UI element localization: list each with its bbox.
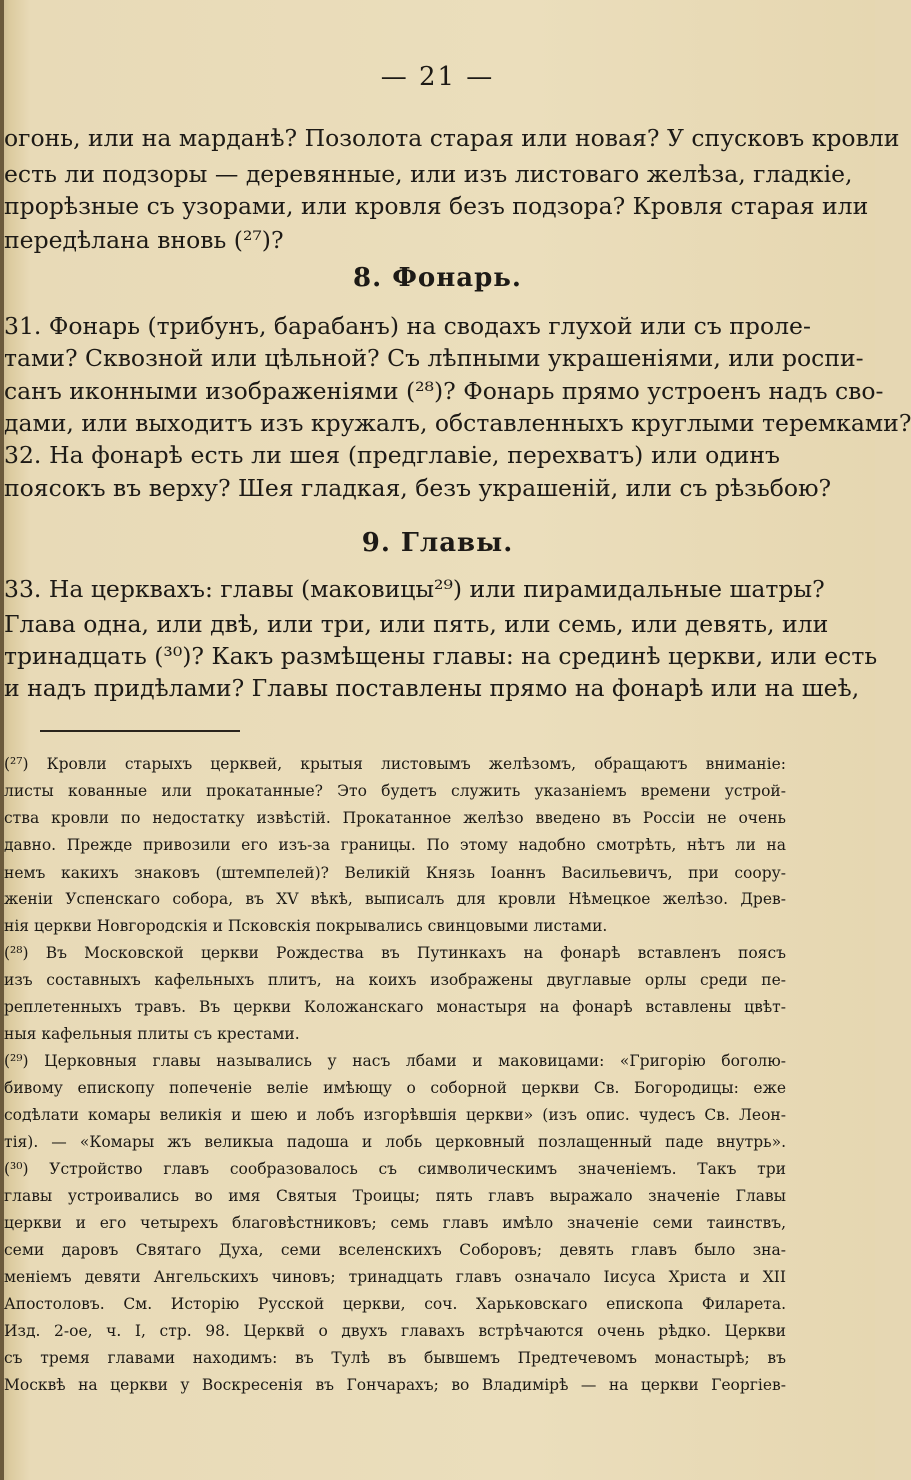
footnote-line: церкви и его четырехъ благовѣстниковъ; семь главъ имѣло значеніе семи таинствъ, xyxy=(4,1214,786,1232)
footnote-line: давно. Прежде привозили его изъ-за границы. По этому надобно смотрѣть, нѣтъ ли на xyxy=(4,836,786,854)
footnote-line: семи даровъ Святаго Духа, семи вселенскихъ Соборовъ; девять главъ было зна- xyxy=(4,1241,786,1259)
footnote-line: (³⁰) Устройство главъ сообразовалось съ символическимъ значеніемъ. Такъ три xyxy=(4,1160,786,1178)
section-heading-lantern: 8. Фонарь. xyxy=(353,263,522,293)
text-line: дами, или выходитъ изъ кружалъ, обставленныхъ круглыми теремками? xyxy=(4,409,911,437)
footnote-line: (²⁹) Церковныя главы назывались у насъ лбами и маковицами: «Григорію боголю- xyxy=(4,1052,786,1070)
footnote-line: съ тремя главами находимъ: въ Тулѣ въ бывшемъ Предтечевомъ монастырѣ; въ xyxy=(4,1349,786,1367)
text-line: огонь, или на марданѣ? Позолота старая или новая? У спусковъ кровли xyxy=(4,124,900,152)
footnote-line: Москвѣ на церкви у Воскресенія въ Гончарахъ; во Владимірѣ — на церкви Георгіев- xyxy=(4,1376,786,1394)
footnote-line: меніемъ девяти Ангельскихъ чиновъ; тринадцать главъ означало Іисуса Христа и XII xyxy=(4,1268,786,1286)
text-line: Глава одна, или двѣ, или три, или пять, или семь, или девять, или xyxy=(4,610,829,638)
text-line: санъ иконными изображеніями (²⁸)? Фонарь прямо устроенъ надъ сво- xyxy=(4,377,884,405)
footnote-line: (²⁸) Въ Московской церкви Рождества въ Путинкахъ на фонарѣ вставленъ поясъ xyxy=(4,944,786,962)
footnote-line: реплетенныхъ травъ. Въ церкви Коложанскаго монастыря на фонарѣ вставлены цвѣт- xyxy=(4,998,786,1016)
section-heading-domes: 9. Главы. xyxy=(361,528,514,558)
text-line: 31. Фонарь (трибунъ, барабанъ) на сводахъ глухой или съ проле- xyxy=(4,312,811,340)
footnote-separator xyxy=(40,730,240,732)
footnote-line: Изд. 2-ое, ч. I, стр. 98. Церквй о двухъ главахъ встрѣчаются очень рѣдко. Церкви xyxy=(4,1322,786,1340)
footnote-line: ства кровли по недостатку извѣстій. Прокатанное желѣзо введено въ Россіи не очень xyxy=(4,809,786,827)
footnote-line: женіи Успенскаго собора, въ XV вѣкѣ, выписалъ для кровли Нѣмецкое желѣзо. Древ- xyxy=(4,890,786,908)
footnote-line: листы кованные или прокатанные? Это будетъ служить указаніемъ времени устрой- xyxy=(4,782,786,800)
text-line: 33. На церквахъ: главы (маковицы²⁹) или пирамидальные шатры? xyxy=(4,575,825,603)
footnote-line: нія церкви Новгородскія и Псковскія покрывались свинцовыми листами. xyxy=(4,917,608,935)
text-line: есть ли подзоры — деревянные, или изъ листоваго желѣза, гладкіе, xyxy=(4,160,853,188)
footnote-line: тія). — «Комары жъ великыа падоша и лобь церковный позлащенный паде внутрь». xyxy=(4,1133,786,1151)
footnote-line: бивому епископу попеченіе веліе имѣющу о соборной церкви Св. Богородицы: еже xyxy=(4,1079,786,1097)
footnote-line: (²⁷) Кровли старыхъ церквей, крытыя листовымъ желѣзомъ, обращаютъ вниманіе: xyxy=(4,755,786,773)
page-number: — 21 — xyxy=(380,62,495,92)
text-line: и надъ придѣлами? Главы поставлены прямо на фонарѣ или на шеѣ, xyxy=(4,674,860,702)
text-line: передѣлана вновь (²⁷)? xyxy=(4,226,284,254)
text-line: тринадцать (³⁰)? Какъ размѣщены главы: на срединѣ церкви, или есть xyxy=(4,642,878,670)
text-line: поясокъ въ верху? Шея гладкая, безъ украшеній, или съ рѣзьбою? xyxy=(4,474,832,502)
footnote-line: содѣлати комары великія и шею и лобъ изгорѣвшія церкви» (изъ опис. чудесъ Св. Леон- xyxy=(4,1106,786,1124)
footnote-line: ныя кафельныя плиты съ крестами. xyxy=(4,1025,300,1043)
footnote-line: немъ какихъ знаковъ (штемпелей)? Великій Князь Іоаннъ Васильевичъ, при соору- xyxy=(4,864,786,882)
footnote-line: Апостоловъ. См. Исторію Русской церкви, соч. Харьковскаго епископа Филарета. xyxy=(4,1295,786,1313)
text-line: тами? Сквозной или цѣльной? Съ лѣпными украшеніями, или роспи- xyxy=(4,344,864,372)
footnote-line: изъ составныхъ кафельныхъ плитъ, на коихъ изображены двуглавые орлы среди пе- xyxy=(4,971,786,989)
footnote-line: главы устроивались во имя Святыя Троицы; пять главъ выражало значеніе Главы xyxy=(4,1187,786,1205)
text-line: 32. На фонарѣ есть ли шея (предглавіе, перехватъ) или одинъ xyxy=(4,441,780,469)
text-line: прорѣзные съ узорами, или кровля безъ подзора? Кровля старая или xyxy=(4,192,869,220)
